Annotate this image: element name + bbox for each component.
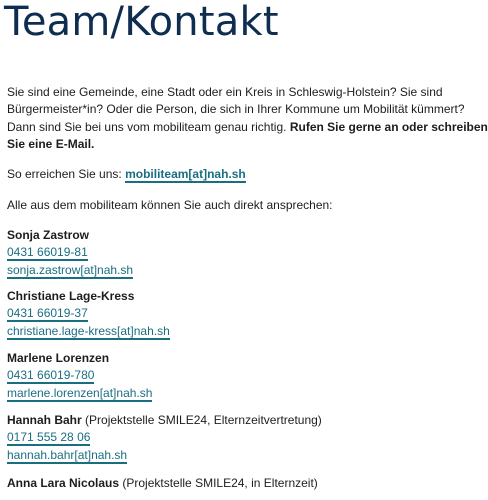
intro-line-3-text: Dann sind Sie bei uns vom mobiliteam genau richtig. <box>7 120 287 134</box>
direct-contact-intro: Alle aus dem mobiliteam können Sie auch direkt ansprechen: <box>7 198 333 212</box>
contact-card <box>7 475 318 492</box>
contact-phone-link[interactable]: 0171 555 28 06 <box>7 430 91 444</box>
contact-name: Marlene Lorenzen <box>7 351 110 365</box>
contact-card <box>7 350 152 403</box>
intro-line-3 <box>7 119 488 136</box>
page-title: Team/Kontakt <box>4 0 279 45</box>
contact-role-note: (Projektstelle SMILE24, Elternzeitvertretung) <box>85 413 322 427</box>
intro-line-2: Bürgermeister*in? Oder die Person, die sich in Ihrer Kommune um Mobilität kümmert? <box>7 102 465 116</box>
contact-phone-link[interactable]: 0431 66019-81 <box>7 245 88 259</box>
contact-name: Anna Lara Nicolaus <box>7 476 120 490</box>
contact-card <box>7 412 322 465</box>
team-email-link[interactable]: mobiliteam[at]nah.sh <box>125 167 246 181</box>
intro-line-1: Sie sind eine Gemeinde, eine Stadt oder ein Kreis in Schleswig-Holstein? Sie sind <box>7 85 443 99</box>
contact-name: Christiane Lage-Kress <box>7 289 135 303</box>
contact-name: Hannah Bahr <box>7 413 82 427</box>
reach-us-label: So erreichen Sie uns: <box>7 167 122 181</box>
contact-name-line <box>7 475 318 492</box>
contact-role-note: (Projektstelle SMILE24, in Elternzeit) <box>122 476 318 490</box>
contact-card <box>7 227 133 280</box>
contact-email-link[interactable]: christiane.lage-kress[at]nah.sh <box>7 324 170 338</box>
contact-email-link[interactable]: sonja.zastrow[at]nah.sh <box>7 263 134 277</box>
contact-card <box>7 288 170 341</box>
contact-phone-link[interactable]: 0431 66019-780 <box>7 368 95 382</box>
intro-call-to-action: Rufen Sie gerne an oder schreiben <box>289 120 488 134</box>
contact-name-line <box>7 412 322 429</box>
reach-us-line <box>7 166 246 183</box>
contact-phone-link[interactable]: 0431 66019-37 <box>7 306 88 320</box>
contact-email-link[interactable]: hannah.bahr[at]nah.sh <box>7 448 128 462</box>
intro-line-4 <box>7 136 94 153</box>
contact-email-link[interactable]: marlene.lorenzen[at]nah.sh <box>7 386 153 400</box>
contact-name: Sonja Zastrow <box>7 228 90 242</box>
intro-call-to-action-end: Sie eine E-Mail. <box>7 137 95 151</box>
